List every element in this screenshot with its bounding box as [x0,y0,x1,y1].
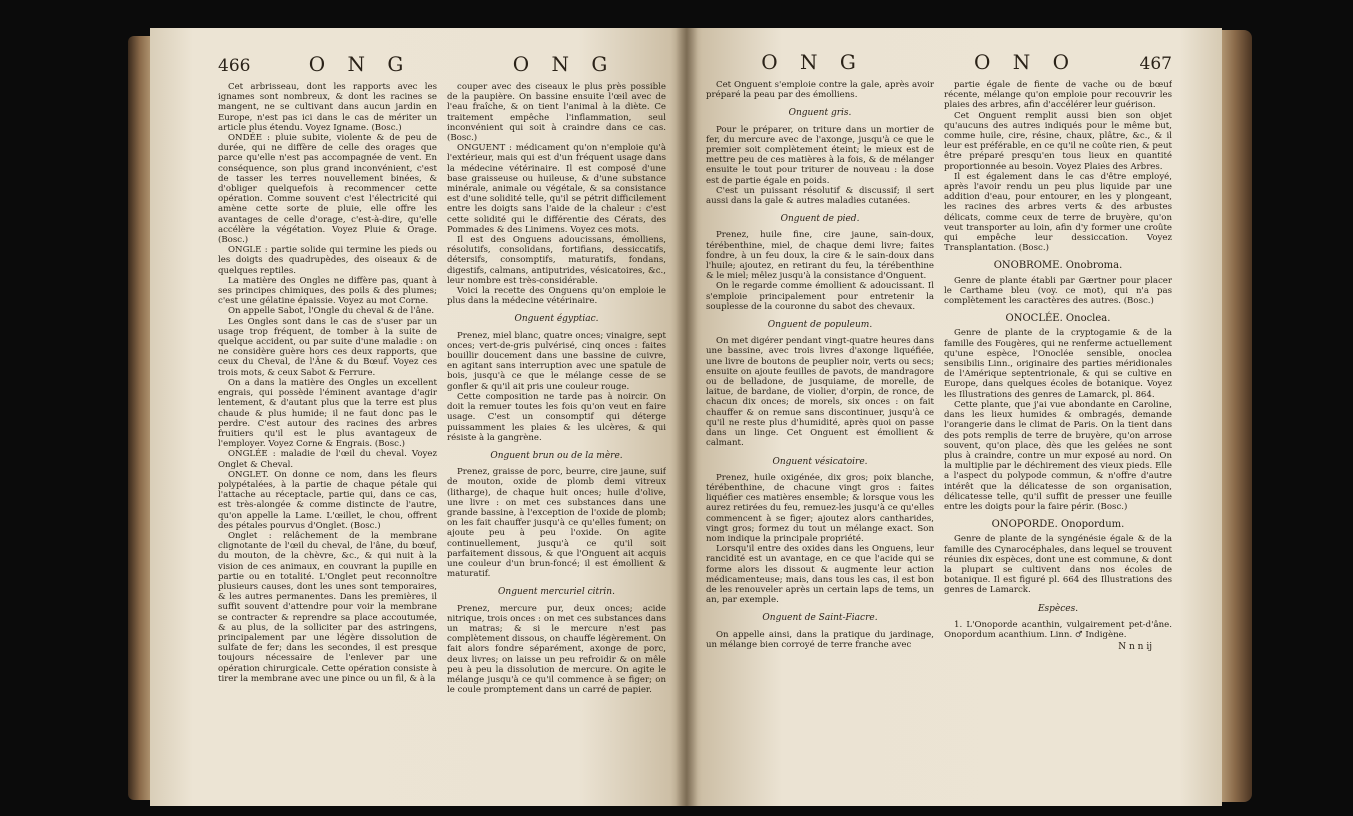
running-head-right-word: O N G [512,52,616,76]
paragraph: ONGUENT : médicament qu'on n'emploie qu'à l'extérieur, mais qui est d'un fréquent usage dans la médecine vétérinaire. Il est composé d'une base graisseuse ou huileuse, & d'une substance minérale, animale ou végétale, & sa consistance est d'une solidité telle, qu'il se pétrit difficilement entre les doigts sans l'aide de la chaleur : c'est cette solidité qui le différentie des Cérats, des Pommades & des Linimens. Voyez ces mots. [447,143,666,235]
paragraph: On le regarde comme émollient & adoucissant. Il s'emploie principalement pour entretenir la souplesse de la couronne du sabot des chevaux. [706,281,934,312]
text-column-2 [447,82,666,802]
running-head [706,50,1172,76]
page-number: 466 [218,56,251,76]
paragraph: Onglet : relâchement de la membrane clignotante de l'œil du cheval, de l'âne, du bœuf, du mouton, de la chèvre, &c., & qui nuit à la vision de ces animaux, en couvrant la pupille en partie ou en totalité. L'Onglet peut reconnoître plusieurs causes, dont les unes sont temporaires, & les autres permanentes. Dans les premières, il suffit souvent d'attendre pour voir la membrane se contracter & reprendre sa place accoutumée, & au plus, de la solliciter par des astringens, principalement par une légère dissolution de sulfate de fer; dans les secondes, il est presque toujours nécessaire de l'enlever par une opération chirurgicale. Cette opération consiste à tirer la membrane avec une pince ou un fil, & à la [218,530,437,684]
paragraph: Voici la recette des Onguens qu'on emploie le plus dans la médecine vétérinaire. [447,286,666,307]
paragraph: partie égale de fiente de vache ou de bœuf récente, mélange qu'on emploie pour recouvrir les plaies des arbres, afin d'accélérer leur guérison. [944,80,1172,111]
section-subheading: Onguent de pied. [780,214,860,225]
paragraph: Genre de plante de la syngénésie égale & de la famille des Cynarocéphales, dans lequel se trouvent réunies dix espèces, dont une est commune, & dont la plupart se cultivent dans nos écoles de botanique. Il est figuré pl. 664 des Illustrations des genres de Lamarck. [944,534,1172,596]
text-column-1 [706,80,934,800]
section-subheading: Onguent mercuriel citrin. [498,587,615,598]
section-subheading: Onguent gris. [788,108,852,119]
running-head-left-word: O N G [308,52,412,76]
section-subheading: Onguent vésicatoire. [772,456,868,467]
paragraph: La matière des Ongles ne diffère pas, quant à ses principes chimiques, des poils & des plumes; c'est une gélatine épaissie. Voyez au mot Corne. [218,275,437,307]
paragraph: Cet Onguent remplit aussi bien son objet qu'aucuns des autres indiqués pour le même but, comme huile, cire, résine, chaux, plâtre, &c., & il leur est préférable, en ce qu'il ne coûte rien, & peut être préparé presqu'en tous lieux en quantité proportionnée au besoin. Voyez Plaies des Arbres. [944,110,1172,172]
paragraph: ONGLET. On donne ce nom, dans les fleurs polypétalées, à la partie de chaque pétale qui l'attache au réceptacle, partie qui, dans ce cas, est très-alongée & comme distincte de l'autre, qu'on appelle la Lame. L'œillet, le chou, offrent des pétales pourvus d'Onglet. (Bosc.) [218,469,437,531]
running-head-right-word: O N O [973,50,1077,74]
book-gutter [676,28,698,806]
open-book [150,28,1222,806]
paragraph: Prenez, graisse de porc, beurre, cire jaune, suif de mouton, oxide de plomb demi vitreux (litharge), de chaque huit onces; huile d'olive, une livre : on met ces substances dans une grande bassine, à l'exception de l'oxide de plomb; on les fait chauffer jusqu'à ce qu'elles fument; on ajoute peu à peu l'oxide. On agite continuellement, jusqu'à ce qu'il soit parfaitement dissous, & que l'Onguent ait acquis une couleur d'un brun-foncé; il est émollient & maturatif. [447,467,666,580]
paragraph: Prenez, mercure pur, deux onces; acide nitrique, trois onces : on met ces substances dans un matras; & si le mercure n'est pas complètement dissous, on chauffe légèrement. On fait alors fondre séparément, axonge de porc, deux livres; on laisse un peu refroidir & on mêle peu à peu la dissolution de mercure. On agite le mélange jusqu'à ce qu'il commence à se figer; on le coule promptement dans un carré de papier. [447,603,666,696]
entry-heading: ONOBROME. Onobroma. [993,260,1123,272]
left-page [150,28,686,806]
paragraph: C'est un puissant résolutif & discussif; il sert aussi dans la gale & autres maladies cutanées. [706,185,934,207]
paragraph: ONGLE : partie solide qui termine les pieds ou les doigts des quadrupèdes, des oiseaux & de quelques reptiles. [218,245,437,276]
paragraph: Lorsqu'il entre des oxides dans les Onguens, leur rancidité est un avantage, en ce que l'acide qui se forme alors les dissout & augmente leur action médicamenteuse; mais, dans tous les cas, il est bon de les renouveler après un certain laps de tems, un an, par exemple. [706,544,934,606]
page-number: 467 [1139,54,1172,74]
paragraph: On appelle ainsi, dans la pratique du jardinage, un mélange bien corroyé de terre franche avec [706,629,934,650]
paragraph: Genre de plante établi par Gærtner pour placer le Carthame bleu (voy. ce mot), qui n'a pas complètement les caractères des autres. (Bosc.) [944,275,1172,307]
paragraph: 1. L'Onoporde acanthin, vulgairement pet-d'âne. Onopordum acanthium. Linn. ♂ Indigène. [944,619,1172,640]
paragraph: ONGLÉE : maladie de l'œil du cheval. Voyez Onglet & Cheval. [218,449,437,470]
paragraph: couper avec des ciseaux le plus près possible de la paupière. On bassine ensuite l'œil avec de l'eau fraîche, & on tient l'animal à la diète. Ce traitement empêche l'inflammation, seul inconvénient qui soit à craindre dans ce cas. (Bosc.) [447,82,666,144]
entry-heading: ONOCLÉE. Onoclea. [1005,313,1111,325]
text-column-2 [944,80,1172,800]
paragraph: Cet arbrisseau, dont les rapports avec les ignames sont nombreux, & dont les racines se mangent, ne se cultivant dans aucun jardin en Europe, n'est pas ici dans le cas de mériter un article plus étendu. Voyez Igname. (Bosc.) [218,82,437,133]
paragraph: Prenez, huile fine, cire jaune, sain-doux, térébenthine, miel, de chaque demi livre; faites fondre, à un feu doux, la cire & le sain-doux dans l'huile; ajoutez, en retirant du feu, la térébenthine & le miel; mêlez jusqu'à la consistance d'Onguent. [706,230,934,282]
section-subheading: Onguent de populeum. [767,320,873,331]
paragraph: Prenez, miel blanc, quatre onces; vinaigre, sept onces; vert-de-gris pulvérisé, cinq onces : faites bouillir doucement dans une bassine de cuivre, en agitant sans interruption avec une spatule de bois, jusqu'à ce que le mélange cesse de se gonfler & qu'il ait pris une couleur rouge. [447,330,666,392]
paragraph: Genre de plante de la cryptogamie & de la famille des Fougères, qui ne renferme actuellement qu'une espèce, l'Onoclée sensible, onoclea sensibilis Linn., originaire des parties méridionales de l'Amérique septentrionale, & qui se cultive en Europe, dans quelques écoles de botanique. Voyez les Illustrations des genres de Lamarck, pl. 864. [944,328,1172,400]
paragraph: On met digérer pendant vingt-quatre heures dans une bassine, avec trois livres d'axonge liquéfiée, une livre de boutons de peuplier noir, verts ou secs; ensuite on ajoute feuilles de pavots, de mandragore ou de belladone, de jusquiame, de morelle, de laitue, de bardane, de violier, d'orpin, de ronce, de chacun dix onces; de morels, six onces : on fait chauffer & on remue sans discontinuer, jusqu'à ce qu'il ne reste plus d'humidité, après quoi on passe dans un linge. Cet Onguent est émollient & calmant. [706,336,934,449]
paragraph: Les Ongles sont dans le cas de s'user par un usage trop fréquent, de tomber à la suite de quelque accident, ou par suite d'une maladie : on ne considère guère hors ces deux rapports, que ceux du Cheval, de l'Âne & du Bœuf. Voyez ces trois mots, & ceux Sabot & Ferrure. [218,316,437,378]
right-page [686,28,1222,806]
paragraph: Prenez, huile oxigénée, dix gros; poix blanche, térébenthine, de chacune vingt gros : faites liquéfier ces matières ensemble; & lorsque vous les aurez retirées du feu, remuez-les jusqu'à ce qu'elles commencent à se figer; ajoutez alors cantharides, vingt gros; formez du tout un mélange exact. Son nom indique la principale propriété. [706,472,934,544]
paragraph: On a dans la matière des Ongles un excellent engrais, qui possède l'éminent avantage d'agir lentement, & d'autant plus que la terre est plus chaude & plus humide; il ne faut donc pas le perdre. C'est autour des racines des arbres fruitiers qu'il est le plus avantageux de l'employer. Voyez Corne & Engrais. (Bosc.) [218,377,437,450]
paragraph: Cette composition ne tarde pas à noircir. On doit la remuer toutes les fois qu'on veut en faire usage. C'est un consomptif qui déterge puissamment les plaies & les ulcères, & qui résiste à la gangrène. [447,391,666,443]
paragraph: ONDÉE : pluie subite, violente & de peu de durée, qui ne diffère de celle des orages que parce qu'elle n'est pas accompagnée de vent. En conséquence, son plus grand inconvénient, c'est de tasser les terres nouvellement binées, & d'obliger quelquefois à recommencer cette opération. Comme souvent c'est l'électricité qui amène cette sorte de pluie, elle offre les avantages de celle d'orage, c'est-à-dire, qu'elle accélère la végétation. Voyez Pluie & Orage. (Bosc.) [218,133,437,246]
paragraph: Pour le préparer, on triture dans un mortier de fer, du mercure avec de l'axonge, jusqu'à ce que le premier soit complètement éteint; le mieux est de mettre peu de ces matières à la fois, & de mélanger ensuite le tout pour triturer de nouveau : la dose est de partie égale en poids. [706,124,934,186]
section-subheading: Onguent brun ou de la mère. [490,450,623,461]
section-subheading: Espèces. [1037,603,1079,614]
entry-heading: ONOPORDE. Onopordum. [991,519,1125,531]
paragraph: Il est également dans le cas d'être employé, après l'avoir rendu un peu plus liquide par une addition d'eau, pour entourer, en les y plongeant, les racines des arbres verts & des arbustes délicats, comme ceux de terre de bruyère, qu'on veut transporter au loin, afin d'y former une croûte qui empêche leur dessiccation. Voyez Transplantation. (Bosc.) [944,171,1172,254]
section-subheading: Onguent égyptiac. [514,314,599,325]
running-head [218,52,666,78]
paragraph: Cet Onguent s'emploie contre la gale, après avoir préparé la peau par des émolliens. [706,80,934,101]
signature-mark: N n n ij [1118,642,1152,653]
paragraph: On appelle Sabot, l'Ongle du cheval & de l'âne. [228,306,435,317]
section-subheading: Onguent de Saint-Fiacre. [762,613,878,624]
running-head-left-word: O N G [761,50,864,74]
paragraph: Cette plante, que j'ai vue abondante en Caroline, dans les lieux humides & ombragés, demande l'orangerie dans le climat de Paris. On la tient dans des pots remplis de terre de bruyère, qu'on arrose souvent, qu'on place, dès que les gelées ne sont plus à craindre, contre un mur exposé au nord. On la multiplie par le déchirement des vieux pieds. Elle a l'aspect du polypode commun, & n'offre d'autre intérêt que la délicatesse de son organisation, délicatesse telle, qu'il suffit de presser une feuille entre les doigts pour la faire périr. (Bosc.) [944,399,1172,512]
paragraph: Il est des Onguens adoucissans, émolliens, résolutifs, consolidans, fortifians, dessiccatifs, détersifs, consomptifs, maturatifs, fondans, digestifs, calmans, antiputrides, vésicatoires, &c., leur nombre est très-considérable. [447,235,666,286]
text-column-1 [218,82,437,802]
